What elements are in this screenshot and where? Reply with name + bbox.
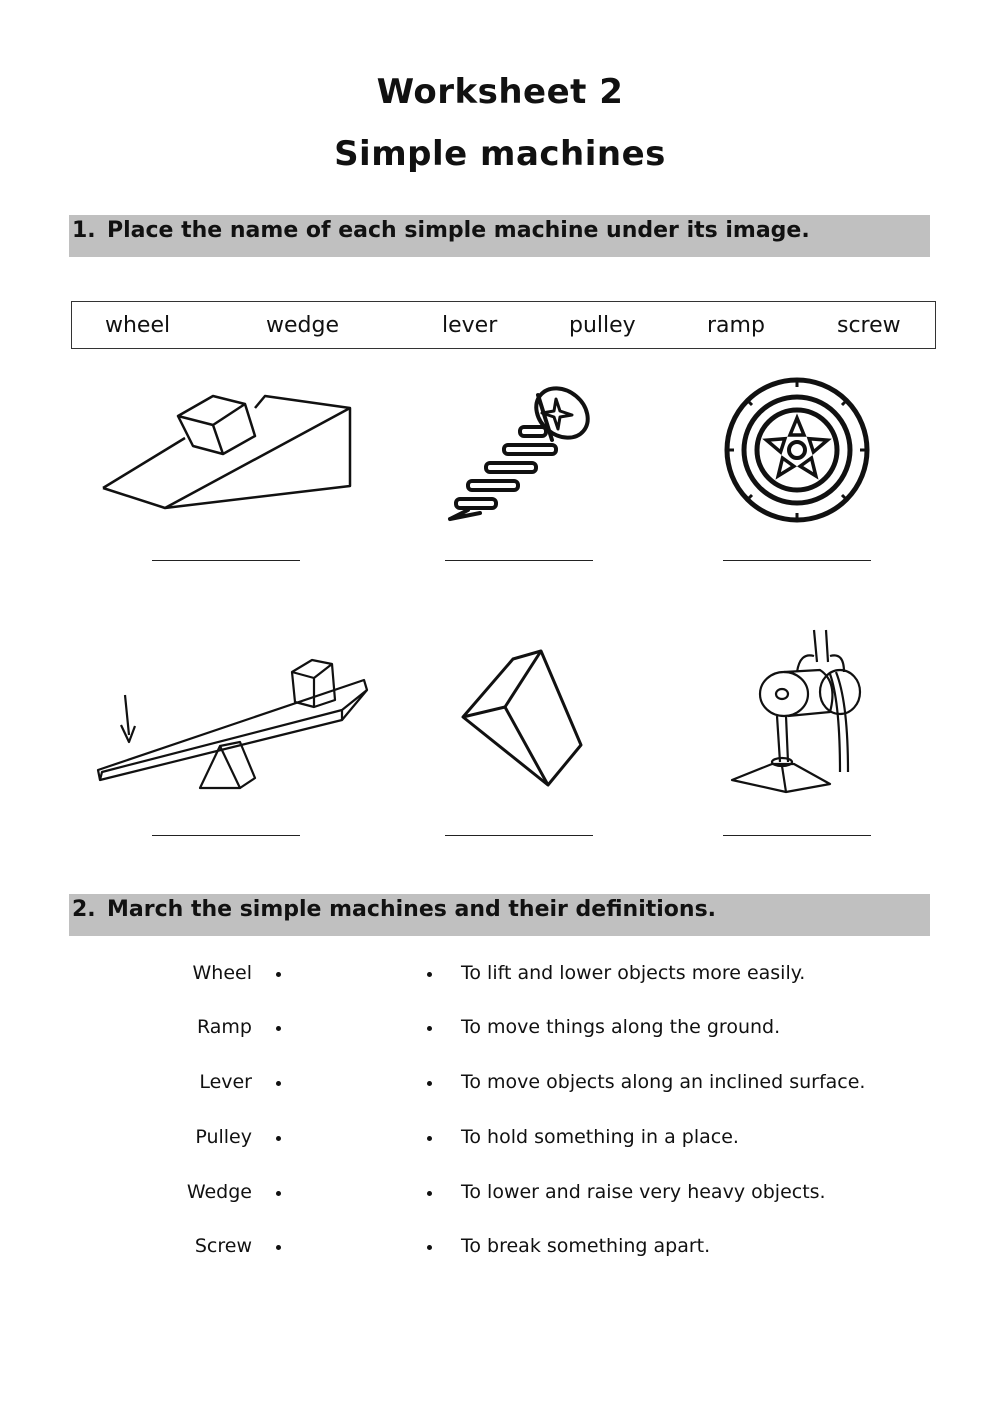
pulley-icon	[722, 622, 882, 797]
definition-match-point[interactable]	[427, 1081, 432, 1086]
definition-text: To move objects along an inclined surface.	[461, 1071, 866, 1093]
machine-label: Ramp	[197, 1016, 252, 1038]
wheel-icon	[722, 375, 872, 525]
machine-match-point[interactable]	[276, 1136, 281, 1141]
word-bank	[71, 301, 936, 349]
machine-label: Screw	[194, 1235, 252, 1257]
wedge-icon	[455, 645, 595, 795]
word-bank-item[interactable]: wheel	[105, 313, 171, 338]
screw-icon	[440, 375, 600, 525]
machine-match-point[interactable]	[276, 1081, 281, 1086]
machine-match-point[interactable]	[276, 1026, 281, 1031]
machine-match-point[interactable]	[276, 972, 281, 977]
section-1-number: 1.	[72, 218, 96, 243]
machine-label: Lever	[199, 1071, 252, 1093]
answer-blank-2[interactable]	[445, 560, 593, 561]
definition-match-point[interactable]	[427, 1026, 432, 1031]
definition-text: To lower and raise very heavy objects.	[461, 1181, 826, 1203]
worksheet-title: Worksheet 2	[376, 72, 624, 112]
definition-match-point[interactable]	[427, 972, 432, 977]
machine-match-point[interactable]	[276, 1191, 281, 1196]
ramp-icon	[95, 378, 365, 518]
section-2-header	[69, 894, 930, 936]
lever-icon	[92, 650, 372, 800]
section-1-instruction: Place the name of each simple machine under its image.	[107, 218, 810, 243]
machine-label: Pulley	[195, 1126, 252, 1148]
section-1-header	[69, 215, 930, 257]
definition-match-point[interactable]	[427, 1245, 432, 1250]
answer-blank-5[interactable]	[445, 835, 593, 836]
definition-text: To move things along the ground.	[461, 1016, 781, 1038]
answer-blank-1[interactable]	[152, 560, 300, 561]
definition-text: To hold something in a place.	[461, 1126, 739, 1148]
answer-blank-4[interactable]	[152, 835, 300, 836]
definition-match-point[interactable]	[427, 1191, 432, 1196]
word-bank-item[interactable]: ramp	[707, 313, 765, 338]
answer-blank-3[interactable]	[723, 560, 871, 561]
machine-label: Wedge	[186, 1181, 252, 1203]
definition-match-point[interactable]	[427, 1136, 432, 1141]
definition-text: To break something apart.	[461, 1235, 711, 1257]
section-2-number: 2.	[72, 897, 96, 922]
machine-label: Wheel	[192, 962, 252, 984]
word-bank-item[interactable]: pulley	[569, 313, 636, 338]
answer-blank-6[interactable]	[723, 835, 871, 836]
word-bank-item[interactable]: wedge	[266, 313, 339, 338]
definition-text: To lift and lower objects more easily.	[461, 962, 806, 984]
worksheet-subtitle: Simple machines	[334, 134, 666, 174]
section-2-instruction: March the simple machines and their definitions.	[107, 897, 717, 922]
word-bank-item[interactable]: lever	[442, 313, 498, 338]
machine-match-point[interactable]	[276, 1245, 281, 1250]
word-bank-item[interactable]: screw	[837, 313, 901, 338]
